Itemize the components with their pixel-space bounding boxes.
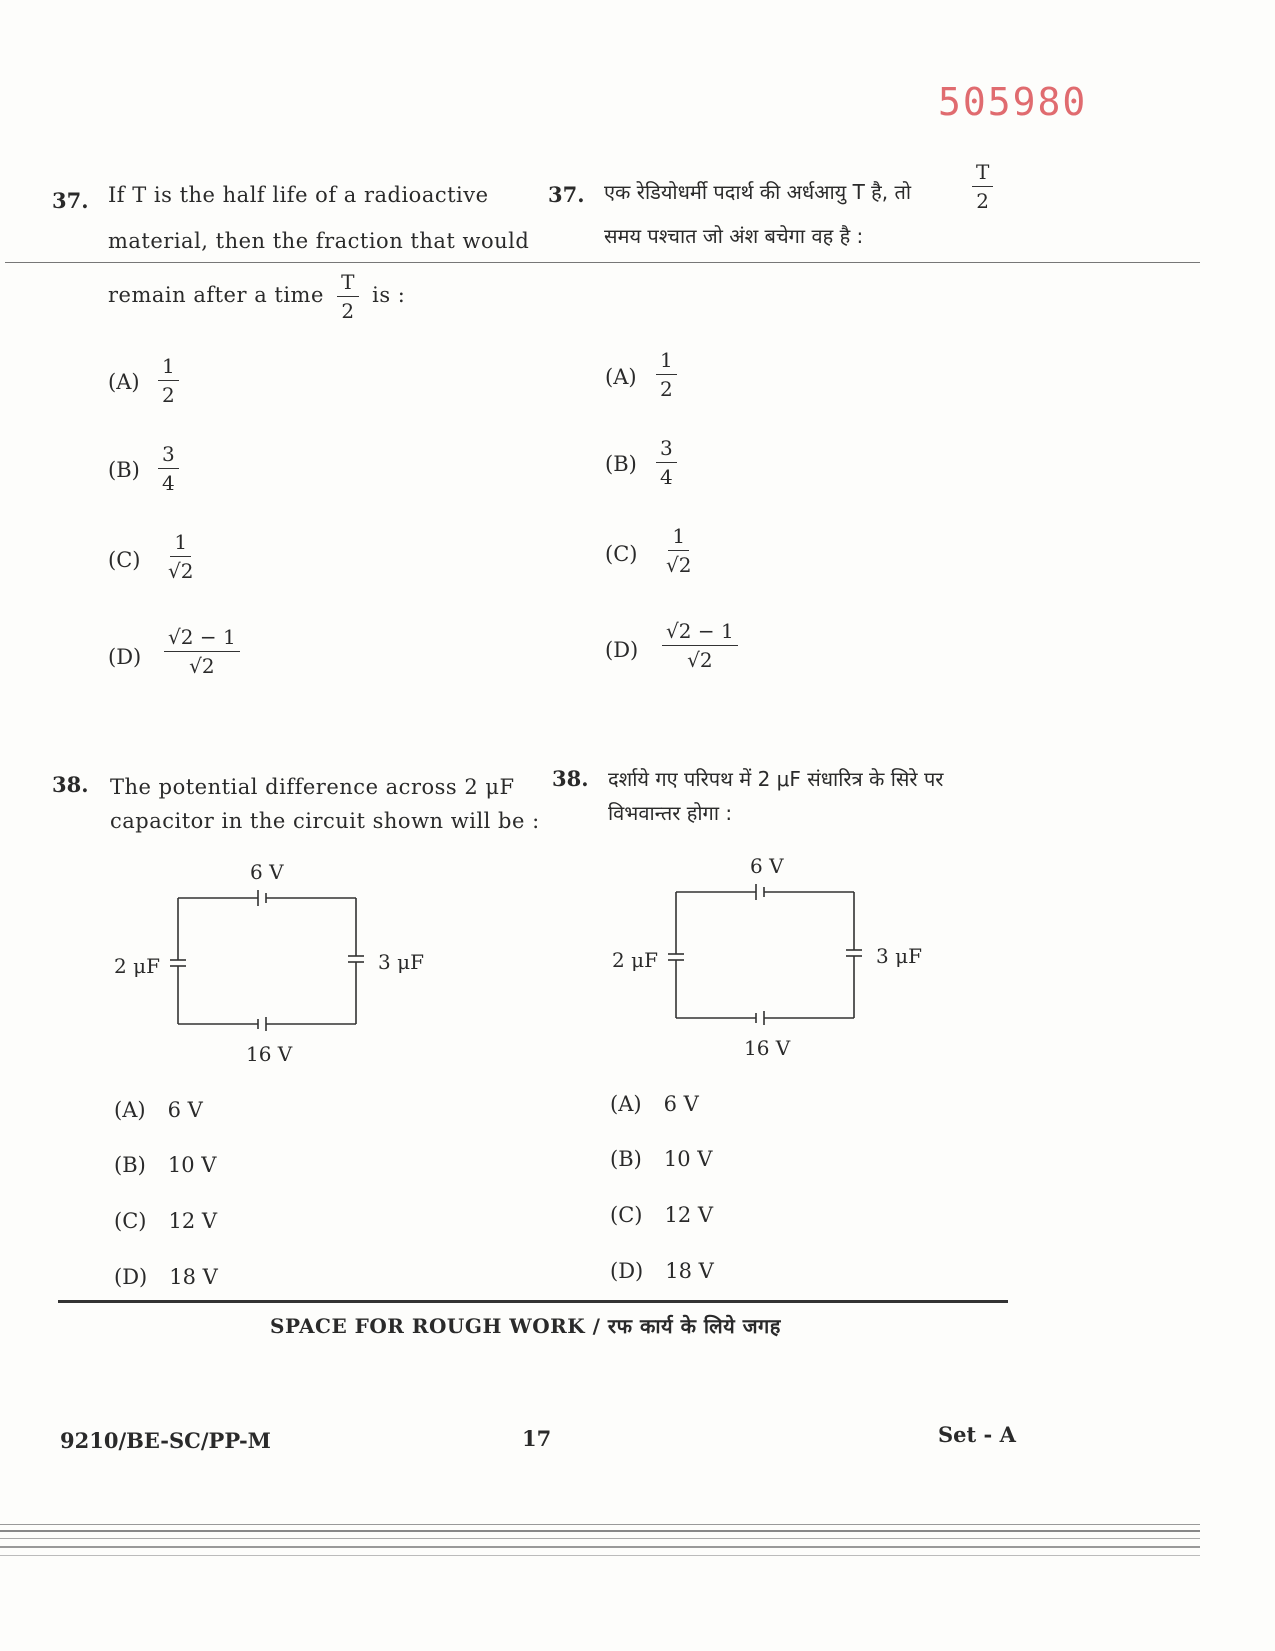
q38-option-a-hi: (A) 6 V — [610, 1092, 699, 1116]
q37-option-b-label-hi: (B) — [605, 452, 637, 476]
q37-option-b-label-en: (B) — [108, 458, 140, 482]
q37-time-fraction-hi: $\frac{T}{2}$ — [972, 160, 993, 213]
q38-option-d-en: (D) 18 V — [114, 1265, 218, 1289]
q38-line2-hi: विभवान्तर होगा : — [608, 801, 733, 825]
q37-option-d-label-en: (D) — [108, 645, 142, 669]
q37-option-c-value-en: $\frac{1}{√2}$ — [168, 530, 194, 583]
q37-option-b-value-hi: $\frac{3}{4}$ — [656, 436, 677, 489]
scan-edge-line-4 — [0, 1546, 1200, 1548]
scan-edge-line-1 — [0, 1524, 1200, 1525]
q38-number-en: 38. — [52, 772, 89, 797]
q37-text-en — [108, 172, 529, 264]
q38-option-a-en: (A) 6 V — [114, 1098, 203, 1122]
q38-line2-en: capacitor in the circuit shown will be : — [110, 809, 540, 833]
q38-option-c-en: (C) 12 V — [114, 1209, 218, 1233]
scan-edge-line-2 — [0, 1530, 1200, 1532]
q37-line2-hi: समय पश्चात जो अंश बचेगा वह है : — [604, 224, 864, 248]
serial-number: 505980 — [938, 80, 1088, 124]
circuit-left-capacitor-label-hi: 2 μF — [612, 948, 658, 972]
q37-option-a-value-hi: $\frac{1}{2}$ — [656, 348, 677, 401]
q37-option-b-value-en: $\frac{3}{4}$ — [158, 442, 179, 495]
q37-option-d-label-hi: (D) — [605, 638, 639, 662]
q37-option-c-label-en: (C) — [108, 548, 141, 572]
circuit-wires-hi — [668, 884, 868, 1024]
circuit-top-battery-label-hi: 6 V — [750, 854, 784, 878]
scan-edge-line-3 — [0, 1538, 1200, 1539]
scan-edge-line-5 — [0, 1555, 1200, 1556]
q37-time-fraction-en: $\frac{T}{2}$ — [337, 270, 359, 323]
q37-option-c-value-hi: $\frac{1}{√2}$ — [666, 524, 692, 577]
scan-divider-line — [5, 262, 1200, 263]
q37-option-c-label-hi: (C) — [605, 542, 638, 566]
q37-option-a-label-hi: (A) — [605, 365, 637, 389]
q38-option-b-en: (B) 10 V — [114, 1153, 217, 1177]
q37-option-a-label-en: (A) — [108, 370, 140, 394]
q37-option-d-value-hi: $\frac{√2 - 1}{√2}$ — [662, 619, 738, 672]
rough-work-divider — [58, 1300, 1008, 1303]
q37-option-a-value-en: $\frac{1}{2}$ — [158, 354, 179, 407]
q37-option-d-value-en: $\frac{√2 - 1}{√2}$ — [164, 625, 240, 678]
q37-number-en: 37. — [52, 188, 89, 213]
circuit-top-battery-label-en: 6 V — [250, 860, 284, 884]
q38-text-en — [110, 770, 540, 838]
circuit-bottom-battery-label-hi: 16 V — [744, 1036, 791, 1060]
q37-line1-en: If T is the half life of a radioactive — [108, 183, 489, 207]
page-number: 17 — [522, 1426, 552, 1451]
set-label: Set - A — [938, 1422, 1016, 1447]
q37-line3-en: remain after a time $\frac{T}{2}$ is : — [108, 270, 406, 323]
q38-option-b-hi: (B) 10 V — [610, 1147, 713, 1171]
q37-number-hi: 37. — [548, 182, 585, 207]
q38-line1-hi: दर्शाये गए परिपथ में 2 μF संधारित्र के सिरे पर — [608, 767, 944, 791]
q38-number-hi: 38. — [552, 766, 589, 791]
q37-line2-en: material, then the fraction that would — [108, 229, 530, 253]
paper-code: 9210/BE-SC/PP-M — [60, 1428, 271, 1453]
rough-work-caption: SPACE FOR ROUGH WORK / रफ कार्य के लिये जगह — [270, 1314, 781, 1338]
circuit-bottom-battery-label-en: 16 V — [246, 1042, 293, 1066]
q38-text-hi — [608, 762, 944, 830]
q37-line1-hi: एक रेडियोधर्मी पदार्थ की अर्धआयु T है, तो — [604, 180, 912, 204]
circuit-right-capacitor-label-en: 3 μF — [378, 950, 424, 974]
circuit-wires-en — [170, 890, 370, 1030]
circuit-left-capacitor-label-en: 2 μF — [114, 954, 160, 978]
q38-option-d-hi: (D) 18 V — [610, 1259, 714, 1283]
q38-option-c-hi: (C) 12 V — [610, 1203, 714, 1227]
circuit-right-capacitor-label-hi: 3 μF — [876, 944, 922, 968]
q38-line1-en: The potential difference across 2 μF — [110, 775, 515, 799]
